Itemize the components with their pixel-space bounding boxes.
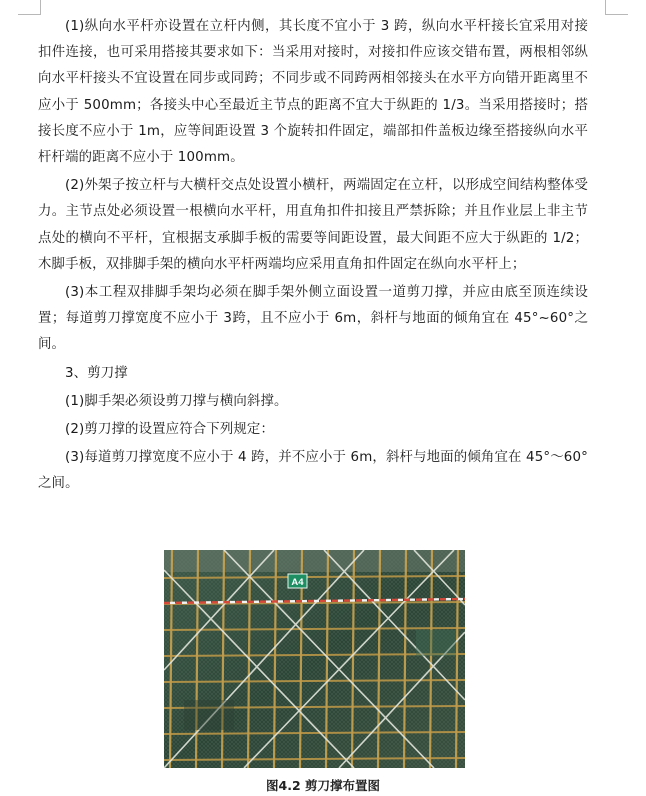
paragraph-item-1: (1)脚手架必须设剪刀撑与横向斜撑。: [65, 393, 288, 409]
paragraph-longitudinal-bar: (1)纵向水平杆亦设置在立杆内侧，其长度不宜小于 3 跨，纵向水平杆接长宜采用对接扣件连接，也可采用搭接其要求如下：当采用对接时，对接扣件应该交错布置，两根相邻纵向水平杆接头不宜设置在同步或同跨；不同步或不同跨两相邻接头在水平方向错开距离里不应小于 500mm；各接头中心至最近主节点的距离不宜大于纵距的 1/3。当采用搭接时；搭接长度不应小于 1m，应等间距设置 3 个旋转扣件固定，端部扣件盖板边缘至搭接纵向水平杆杆端的距离不应小于 100mm。: [38, 19, 588, 166]
paragraph-transverse-bar: (2)外架子按立杆与大横杆交点处设置小横杆，两端固定在立杆，以形成空间结构整体受力。主节点处必须设置一根横向水平杆，用直角扣件扣接且严禁拆除；并且作业层上非主节点处的横向不平杆，宜根据支承脚手板的需要等间距设置，最大间距不应大于纵距的 1/2；木脚手板，双排脚手架的横向水平杆两端均应采用直角扣件固定在纵向水平杆上；: [38, 178, 588, 272]
figure-caption: 图4.2 剪刀撑布置图: [266, 778, 380, 793]
paragraph-item-3: (3)每道剪刀撑宽度不应小于 4 跨，并不应小于 6m，斜杆与地面的倾角宜在 45°～60°之间。: [38, 450, 588, 492]
paragraph-item-2: (2)剪刀撑的设置应符合下列规定：: [65, 422, 274, 438]
sign-label: A4: [291, 577, 304, 588]
scaffold-photo: [164, 550, 465, 768]
page-corner-mark: [605, 0, 628, 15]
paragraph-scissor-requirement: (3)本工程双排脚手架均必须在脚手架外侧立面设置一道剪刀撑，并应由底至顶连续设置；每道剪刀撑宽度不应小于 3跨，且不应小于 6m，斜杆与地面的倾角宜在 45°~60°之间。: [38, 285, 588, 353]
page-corner-mark: [18, 0, 41, 15]
section-heading-scissor-brace: 3、剪刀撑: [65, 365, 128, 381]
document-body: [38, 14, 588, 498]
